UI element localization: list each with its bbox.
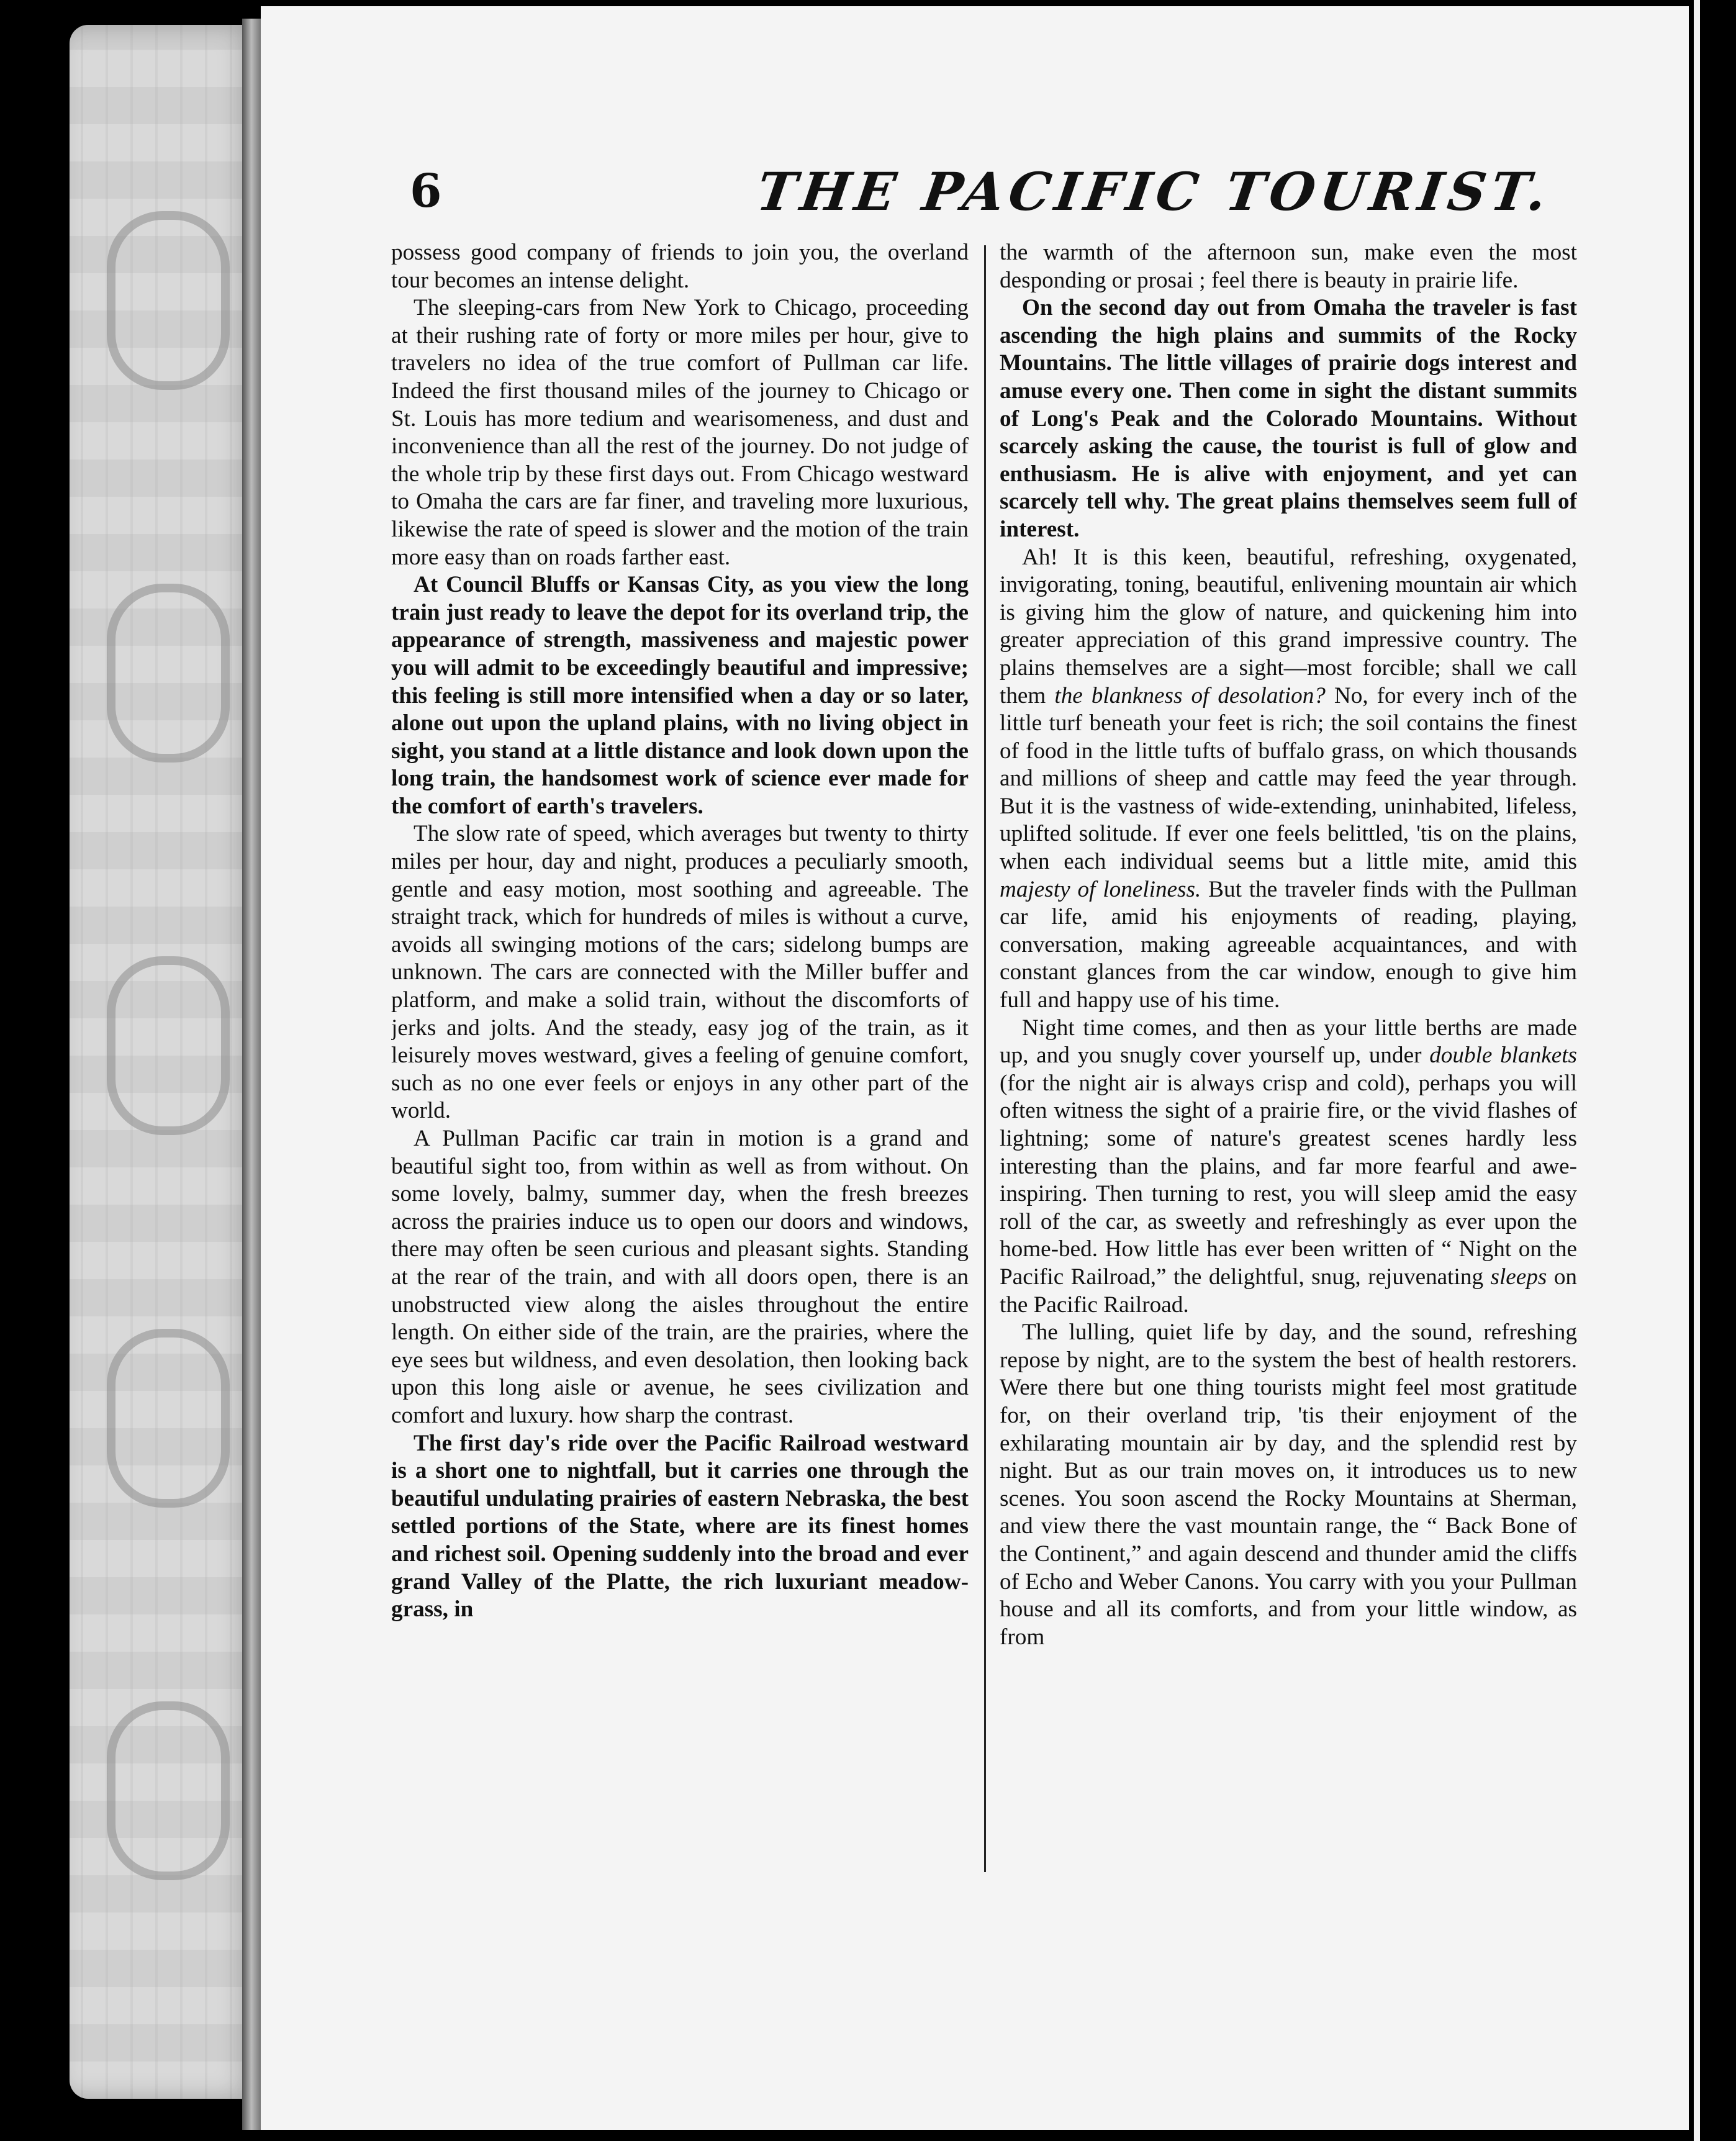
paragraph: A Pullman Pacific car train in motion is a grand and beautiful sight too, from within as well as from without. On some lovely, balmy, summer day, when the fresh breezes across the prairies induce us to open our doors and windows, there may often be seen curious and pleasant sights. Standing at the rear of the train, and with all doors open, there is an unobstructed view along the aisles throughout the entire length. On either side of the train, are the prairies, where the eye sees but wildness, and even desolation, then looking back upon this long aisle or avenue, he sees civilization and comfort and luxury. how sharp the contrast. xyxy=(391,1126,969,1428)
page-edge xyxy=(1694,0,1700,2141)
paragraph: At Council Bluffs or Kansas City, as you view the long train just ready to leave the depot for its overland trip, the appearance of strength, massiveness and majestic power you will admit to be exceedingly beautiful and impressive; this feeling is still more intensified when a day or so later, alone out upon the upland plains, with no living object in sight, you stand at a little distance and look down upon the long train, the handsomest work of science ever made for the comfort of earth's travelers. xyxy=(391,572,969,819)
paragraph: The slow rate of speed, which averages but twenty to thirty miles per hour, day and night, produces a peculiarly smooth, gentle and easy motion, most soothing and agreeable. The straight track, which for hundreds of miles is without a curve, avoids all swinging motions of the cars; sidelong bumps are unknown. The cars are connected with the Miller buffer and platform, and make a solid train, without the discomforts of jerks and jolts. And the steady, easy jog of the train, as it leisurely moves westward, gives a feeling of genuine comfort, such as no one ever feels or enjoys in any other part of the world. xyxy=(391,821,969,1124)
decorative-endpaper xyxy=(70,25,256,2099)
paragraph: The first day's ride over the Pacific Railroad westward is a short one to nightfall, but it carries one through the beautiful undulating prairies of eastern Nebraska, the best settled portions of the State, where are its finest homes and richest soil. Opening suddenly into the broad and ever grand Valley of the Platte, the rich luxuriant meadow-grass, in xyxy=(391,1430,969,1623)
endpaper-ornament xyxy=(107,584,230,763)
paragraph: On the second day out from Omaha the traveler is fast ascending the high plains and summits of the Rocky Mountains. The little villages of prairie dogs interest and amuse every one. Then come in sight the distant summits of Long's Peak and the Colorado Mountains. Without scarcely asking the cause, the tourist is full of glow and enthusiasm. He is alive with enjoyment, and yet can scarcely tell why. The great plains themselves seem full of interest. xyxy=(1000,295,1577,542)
paragraph: the warmth of the afternoon sun, make even the most desponding or prosai ; feel there is beauty in prairie life. xyxy=(1000,240,1577,293)
printed-page xyxy=(261,6,1689,2130)
running-title: THE PACIFIC TOURIST. xyxy=(753,161,1556,222)
italic-phrase: the blankness of desolation? xyxy=(1054,682,1326,708)
column-divider xyxy=(984,245,986,1872)
text-run: Night time comes, and then as your little berths are made up, and you snugly cover yourself up, under xyxy=(1000,1015,1577,1069)
text-run: But the traveler finds with the Pullman car life, amid his enjoyments of reading, playing, conversation, making agreeable acquaintances, and with constant glances from the car window, enough to give him full and happy use of his time. xyxy=(1000,876,1577,1013)
endpaper-ornament xyxy=(107,1329,230,1508)
text-run: (for the night air is always crisp and cold), perhaps you will often witness the sight of a prairie fire, or the vivid flashes of lightning; some of nature's greatest scenes hardly less interesting than the plains, and far more fearful and awe-inspiring. Then turning to rest, you will sleep amid the easy roll of the car, as sweetly and refreshingly as ever upon the home-bed. How little has ever been written of “ Night on the Pacific Railroad,” the delightful, snug, rejuvenating xyxy=(1000,1070,1577,1290)
page-header xyxy=(410,161,1558,233)
book-gutter xyxy=(242,19,261,2130)
page-number: 6 xyxy=(410,165,442,218)
text-run: No, for every inch of the little turf beneath your feet is rich; the soil contains the finest of food in the little tufts of buffalo grass, on which thousands and millions of sheep and cattle may feed the year through. But it is the vastness of wide-extending, uninhabited, lifeless, uplifted solitude. If ever one feels belittled, 'tis on the plains, when each individual seems but a little mite, amid this xyxy=(1000,682,1577,875)
endpaper-ornament xyxy=(107,1701,230,1880)
paragraph xyxy=(1000,544,1577,1015)
endpaper-ornament xyxy=(107,211,230,390)
text-run: on the Pacific Railroad. xyxy=(1000,1264,1577,1318)
text-run: Ah! It is this keen, beautiful, refreshing, oxygenated, invigorating, toning, beautiful, enlivening mountain air which is giving him the glow of nature, and quickening him into greater appreciation of this grand impressive country. The plains themselves are a sight—most forcible; shall we call them xyxy=(1000,544,1577,708)
paragraph: The sleeping-cars from New York to Chicago, proceeding at their rushing rate of forty or more miles per hour, give to travelers no idea of the true comfort of Pullman car life. Indeed the first thousand miles of the journey to Chicago or St. Louis has more tedium and wearisomeness, and dust and inconvenience than all the rest of the journey. Do not judge of the whole trip by these first days out. From Chicago westward to Omaha the cars are far finer, and traveling more luxurious, likewise the rate of speed is slower and the motion of the train more easy than on roads farther east. xyxy=(391,295,969,570)
italic-phrase: double blankets xyxy=(1429,1043,1577,1069)
italic-phrase: sleeps xyxy=(1490,1264,1547,1290)
left-text-column xyxy=(391,239,969,1891)
paragraph: possess good company of friends to join you, the overland tour becomes an intense delight. xyxy=(391,240,969,293)
right-text-column xyxy=(1000,239,1577,1891)
endpaper-ornament xyxy=(107,956,230,1135)
italic-phrase: majesty of loneliness. xyxy=(1000,876,1201,902)
paragraph xyxy=(1000,1015,1577,1319)
paragraph: The lulling, quiet life by day, and the sound, refreshing repose by night, are to the system the best of health restorers. Were there but one thing tourists might feel most gratitude for, on their overland trip, 'tis their enjoyment of the exhilarating mountain air by day, and the splendid rest by night. But as our train moves on, it introduces us to new scenes. You soon ascend the Rocky Mountains at Sherman, and view there the vast mountain range, the “ Back Bone of the Continent,” and again descend and thunder amid the cliffs of Echo and Weber Canons. You carry with you your Pullman house and all its comforts, and from your little window, as from xyxy=(1000,1319,1577,1650)
